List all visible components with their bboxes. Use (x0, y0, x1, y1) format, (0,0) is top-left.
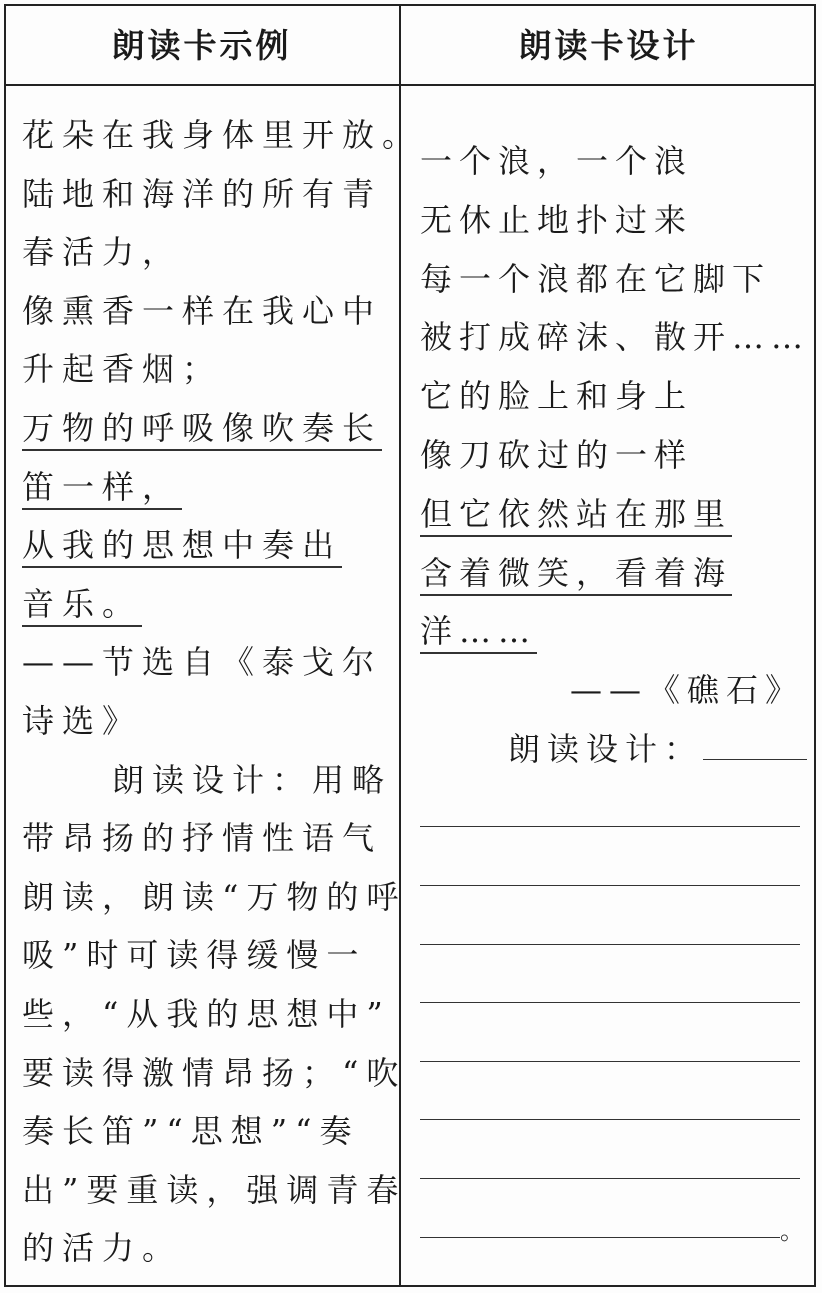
answer-line[interactable] (420, 896, 812, 955)
poem-line: 春活力， (22, 233, 183, 272)
poem-line: 升起香烟； (22, 350, 223, 389)
underlined-text: 音乐。 (22, 585, 142, 627)
answer-line[interactable] (420, 1130, 812, 1189)
design-note-line: 奏长笛”“思想”“奏 (22, 1112, 360, 1151)
design-note-line: 些，“从我的思想中” (22, 994, 391, 1033)
source-line: ——《礁石》 (569, 671, 804, 710)
header-divider (4, 84, 816, 86)
underlined-text: 从我的思想中奏出 (22, 526, 342, 568)
underlined-text: 笛一样， (22, 468, 182, 510)
underlined-text: 万物的呼吸像吹奏长 (22, 409, 382, 451)
design-note-line: 出”要重读，强调青春 (22, 1170, 407, 1209)
poem-line: 它的脸上和身上 (420, 377, 694, 416)
answer-line[interactable] (420, 1072, 812, 1131)
answer-blank[interactable] (703, 749, 807, 760)
header-example: 朗读卡示例 (111, 26, 292, 65)
answer-line-last[interactable] (420, 1189, 812, 1248)
design-note-line: 要读得激情昂扬；“吹 (22, 1053, 407, 1092)
design-note-line: 带昂扬的抒情性语气 (22, 819, 383, 858)
design-note-line: 朗读设计：用略 (112, 760, 393, 799)
design-note-line: 朗读，朗读“万物的呼 (22, 877, 407, 916)
poem-line: 无休止地扑过来 (420, 200, 694, 239)
poem-line: 一个浪，一个浪 (420, 142, 694, 180)
poem-line: 陆地和海洋的所有青 (22, 174, 383, 213)
design-label: 朗读设计： (508, 729, 704, 768)
answer-line[interactable] (420, 1013, 812, 1072)
design-column (420, 132, 812, 1248)
header-design: 朗读卡设计 (518, 26, 699, 65)
column-divider (399, 4, 401, 1287)
poem-line: 像刀砍过的一样 (420, 435, 694, 474)
poem-line-underlined (420, 602, 812, 661)
poem-line-underlined (420, 485, 812, 544)
poem-line: 像熏香一样在我心中 (22, 291, 383, 330)
poem-line: 被打成碎沫、散开…… (420, 318, 811, 357)
source-line: ——节选自《泰戈尔 (22, 643, 383, 682)
poem-line-underlined (22, 516, 394, 575)
example-column (22, 106, 423, 1278)
poem-line-underlined (22, 399, 394, 458)
underlined-text: 含着微笑，看着海 (420, 554, 732, 596)
poem-line-underlined (420, 544, 812, 603)
underlined-text: 洋…… (420, 612, 537, 654)
underlined-text: 但它依然站在那里 (420, 495, 732, 537)
answer-line[interactable] (420, 837, 812, 896)
source-line: 诗选》 (22, 701, 143, 740)
answer-line[interactable] (420, 779, 812, 838)
design-note-line: 吸”时可读得缓慢一 (22, 936, 367, 975)
answer-line[interactable] (420, 955, 812, 1014)
poem-line-underlined (22, 575, 394, 634)
design-note-line: 的活力。 (22, 1229, 183, 1268)
poem-line: 每一个浪都在它脚下 (420, 259, 772, 298)
design-label-line (420, 720, 812, 779)
end-period: 。 (780, 1216, 804, 1245)
poem-line-underlined (22, 458, 394, 517)
poem-line: 花朵在我身体里开放。 (22, 116, 423, 154)
